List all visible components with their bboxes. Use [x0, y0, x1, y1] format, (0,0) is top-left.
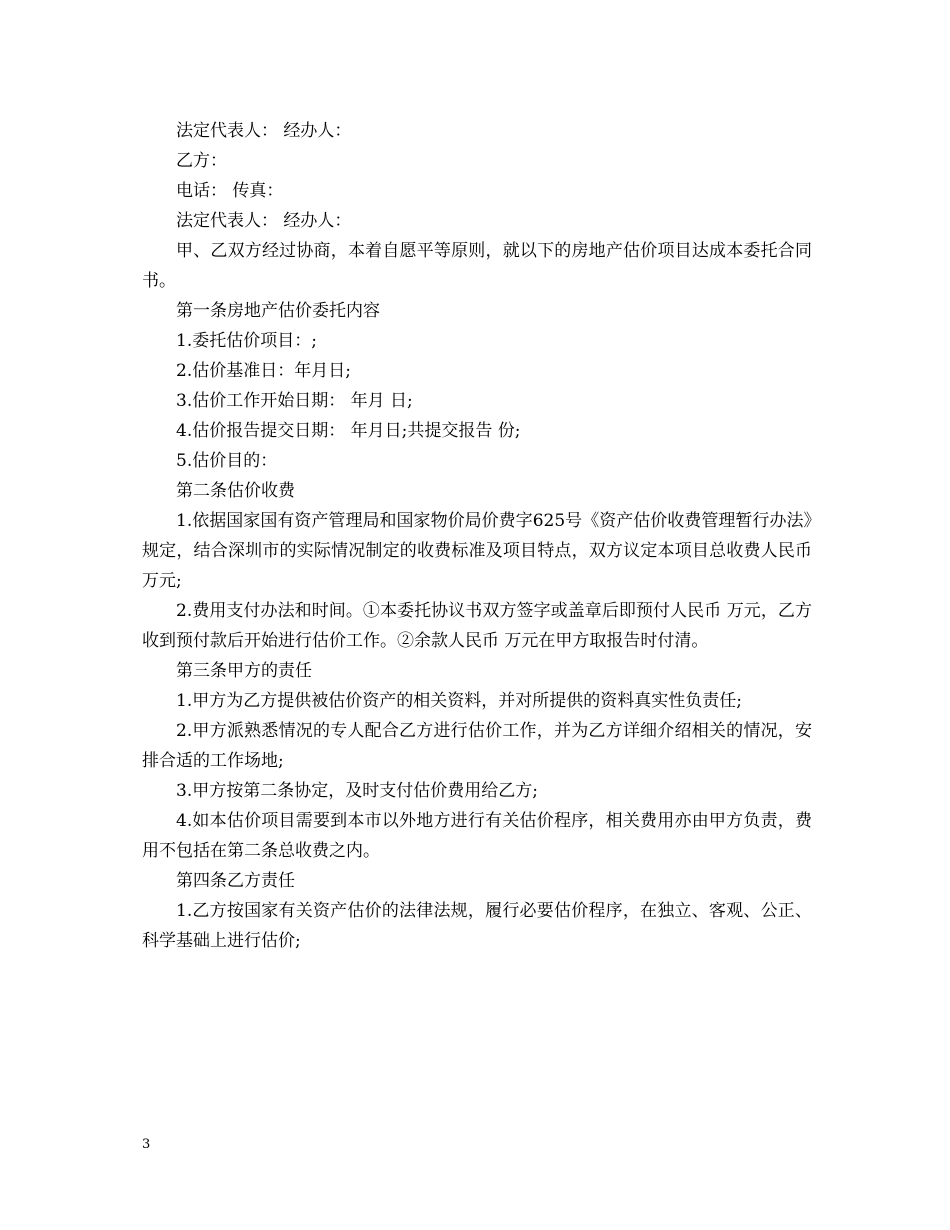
paragraph-article-3-item-2: 2.甲方派熟悉情况的专人配合乙方进行估价工作，并为乙方详细介绍相关的情况，安排合适的工作场地; [142, 721, 812, 771]
paragraph-article-1-item-5: 5.估价目的： [176, 451, 278, 471]
paragraph-article-2-item-2: 2.费用支付办法和时间。①本委托协议书双方签字或盖章后即预付人民币 万元，乙方收到预付款后开始进行估价工作。②余款人民币 万元在甲方取报告时付清。 [142, 601, 812, 651]
paragraph-article-1-item-1: 1.委托估价项目：; [176, 331, 317, 351]
heading-article-3: 第三条甲方的责任 [176, 661, 312, 681]
page-number: 3 [142, 1137, 151, 1152]
heading-article-4: 第四条乙方责任 [176, 871, 295, 891]
paragraph-article-1-item-4: 4.估价报告提交日期： 年月日;共提交报告 份; [176, 421, 521, 441]
document-body [142, 116, 812, 956]
heading-article-1: 第一条房地产估价委托内容 [176, 301, 380, 321]
paragraph-article-2-item-1: 1.依据国家国有资产管理局和国家物价局价费字625号《资产估价收费管理暂行办法》规定，结合深圳市的实际情况制定的收费标准及项目特点，双方议定本项目总收费人民币 万元; [142, 511, 812, 591]
paragraph-article-4-item-1: 1.乙方按国家有关资产估价的法律法规，履行必要估价程序，在独立、客观、公正、科学基础上进行估价; [142, 901, 812, 951]
paragraph-legal-rep-party-b: 法定代表人： 经办人： [176, 211, 352, 231]
paragraph-article-1-item-2: 2.估价基准日：年月日; [176, 361, 351, 381]
paragraph-article-3-item-1: 1.甲方为乙方提供被估价资产的相关资料，并对所提供的资料真实性负责任; [176, 691, 742, 711]
paragraph-article-1-item-3: 3.估价工作开始日期： 年月 日; [176, 391, 413, 411]
paragraph-article-3-item-4: 4.如本估价项目需要到本市以外地方进行有关估价程序，相关费用亦由甲方负责，费用不包括在第二条总收费之内。 [142, 811, 812, 861]
paragraph-phone-fax: 电话： 传真： [176, 181, 284, 201]
heading-article-2: 第二条估价收费 [176, 481, 295, 501]
paragraph-agreement-intro: 甲、乙双方经过协商，本着自愿平等原则，就以下的房地产估价项目达成本委托合同书。 [142, 241, 812, 291]
paragraph-article-3-item-3: 3.甲方按第二条协定，及时支付估价费用给乙方; [176, 781, 538, 801]
paragraph-legal-rep-party-a: 法定代表人： 经办人： [176, 121, 352, 141]
paragraph-party-b: 乙方： [176, 151, 227, 171]
